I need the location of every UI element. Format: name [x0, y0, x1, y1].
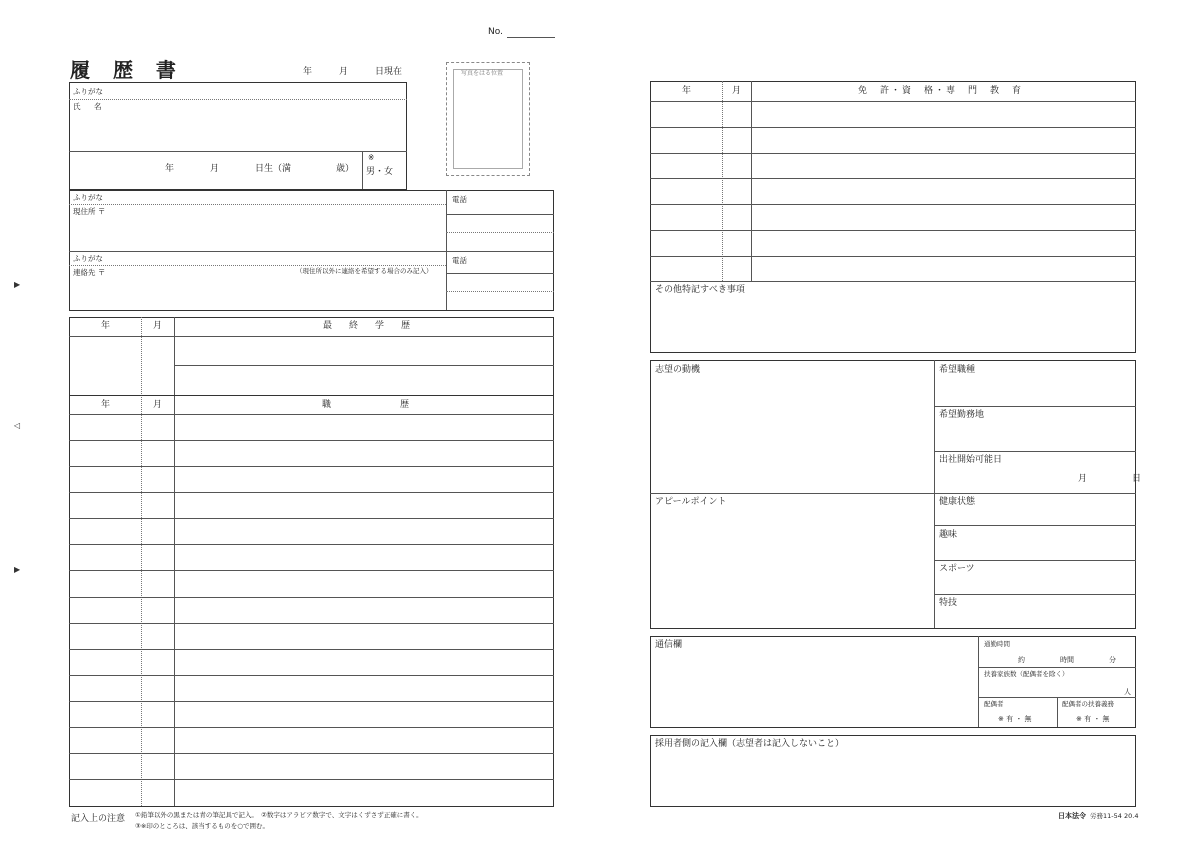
notes-line-1: ①鉛筆以外の黒または青の筆記具で記入。 ②数字はアラビア数字で、文字はくずさず正確に書く。	[135, 811, 423, 819]
table-row[interactable]	[69, 492, 554, 493]
notes-line-2: ③※印のところは、該当するものを○で囲む。	[135, 822, 269, 830]
appeal-field[interactable]	[651, 510, 933, 627]
publisher-logo: 日本法令	[1058, 812, 1086, 820]
motive-field[interactable]	[651, 378, 933, 492]
communication-field[interactable]	[651, 653, 977, 726]
page-title: 履 歴 書	[70, 58, 184, 82]
page-marker-arrow: ◁	[14, 421, 21, 430]
table-row[interactable]	[69, 779, 554, 780]
license-col-content: 免 許・資 格・専 門 教 育	[858, 86, 1024, 96]
table-row[interactable]	[69, 727, 554, 728]
page-marker-arrow: ▶	[14, 565, 21, 574]
employer-label: 採用者側の記入欄（志望者は記入しないこと）	[655, 739, 845, 749]
contact-address-label: 連絡先 〒	[73, 268, 106, 277]
birth-date-line: 年 月 日生（満 歳）	[165, 164, 355, 174]
current-address-label: 現住所 〒	[73, 207, 106, 216]
photo-caption: 写真をはる位置	[461, 70, 504, 77]
table-row[interactable]	[650, 127, 1136, 128]
employer-field[interactable]	[651, 752, 1135, 806]
commute-units: 約 時間 分	[1018, 656, 1116, 664]
phone-label-2: 電話	[452, 256, 467, 265]
job-type-label: 希望職種	[939, 365, 976, 375]
table-row[interactable]	[69, 597, 554, 598]
dependents-unit: 人	[1124, 688, 1131, 696]
number-field[interactable]	[507, 37, 555, 38]
spouse-support-options[interactable]: ※ 有 ・ 無	[1076, 715, 1110, 723]
table-row[interactable]	[69, 649, 554, 650]
career-col-month: 月	[153, 400, 163, 410]
form-version: 20.4	[1124, 812, 1139, 820]
communication-label: 通信欄	[655, 640, 683, 650]
table-row[interactable]	[650, 256, 1136, 257]
location-label: 希望勤務地	[939, 410, 985, 420]
table-row[interactable]	[69, 753, 554, 754]
other-notes-label: その他特記すべき事項	[655, 285, 745, 295]
table-row[interactable]	[69, 623, 554, 624]
date-current-line: 年 月 日現在	[303, 67, 403, 77]
skill-label: 特技	[939, 598, 958, 608]
sex-mark: ※	[368, 153, 375, 162]
start-date-label: 出社開始可能日	[939, 455, 1003, 465]
edu-col-month: 月	[153, 321, 163, 331]
career-col-year: 年	[101, 400, 111, 410]
spouse-support-label: 配偶者の扶養義務	[1062, 700, 1114, 708]
table-row[interactable]	[69, 518, 554, 519]
table-row[interactable]	[650, 153, 1136, 154]
table-row[interactable]	[650, 230, 1136, 231]
commute-label: 通勤時間	[984, 640, 1010, 648]
spouse-options[interactable]: ※ 有 ・ 無	[998, 715, 1032, 723]
start-date-units: 月 日	[1078, 474, 1142, 484]
edu-col-content: 最 終 学 歴	[323, 321, 415, 331]
phone-label: 電話	[452, 195, 467, 204]
sex-options[interactable]: 男・女	[366, 167, 394, 177]
career-col-content: 職 歴	[322, 400, 414, 410]
other-notes-field[interactable]	[651, 296, 1135, 352]
name-furigana-label: ふりがな	[73, 87, 103, 96]
name-field[interactable]	[69, 100, 407, 150]
page-marker-arrow: ▶	[14, 280, 21, 289]
photo-area[interactable]	[446, 62, 530, 176]
address-furigana-label: ふりがな	[73, 193, 103, 202]
appeal-label: アピールポイント	[655, 497, 727, 507]
sports-label: スポーツ	[939, 564, 975, 574]
license-col-month: 月	[732, 86, 742, 96]
table-row[interactable]	[69, 701, 554, 702]
contact-note: （現住所以外に連絡を希望する場合のみ記入）	[296, 267, 433, 275]
table-row[interactable]	[650, 204, 1136, 205]
name-label: 氏 名	[73, 102, 105, 111]
motive-label: 志望の動機	[655, 365, 701, 375]
table-row[interactable]	[69, 570, 554, 571]
license-col-year: 年	[682, 86, 692, 96]
number-label: No.	[488, 27, 503, 37]
hobby-label: 趣味	[939, 530, 958, 540]
table-row[interactable]	[69, 544, 554, 545]
table-row[interactable]	[69, 440, 554, 441]
spouse-label: 配偶者	[984, 700, 1004, 708]
health-label: 健康状態	[939, 497, 976, 507]
notes-title: 記入上の注意	[71, 814, 126, 824]
table-row[interactable]	[69, 675, 554, 676]
edu-col-year: 年	[101, 321, 111, 331]
table-row[interactable]	[650, 178, 1136, 179]
form-code: 労務11-54	[1090, 812, 1122, 820]
table-row[interactable]	[69, 466, 554, 467]
dependents-label: 扶養家族数（配偶者を除く）	[984, 670, 1069, 678]
contact-furigana-label: ふりがな	[73, 254, 103, 263]
